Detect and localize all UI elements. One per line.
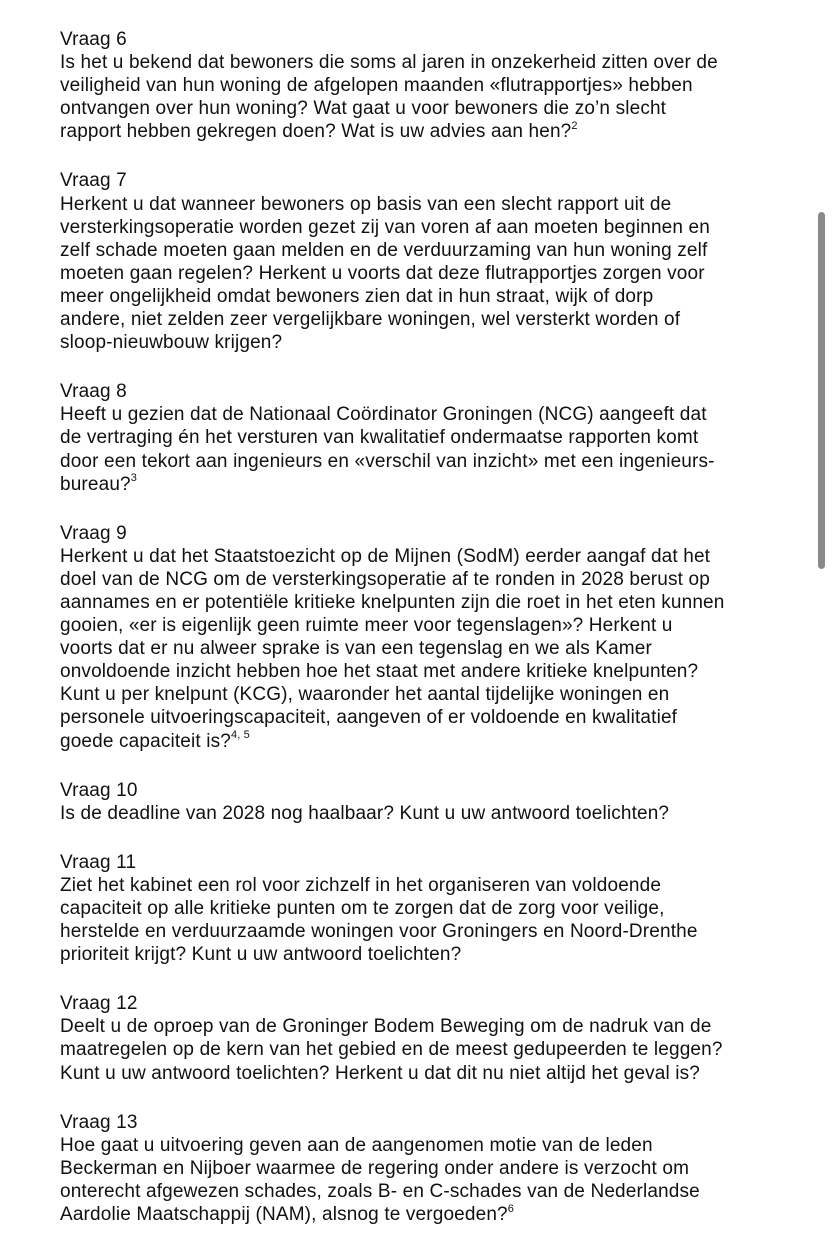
footnote-marker[interactable]: 2	[571, 120, 578, 133]
question-text-line: Beckerman en Nijboer waarmee de regering onder andere is verzocht om	[60, 1157, 690, 1179]
question-text-line: door een tekort aan ingenieurs en «verschil van inzicht» met een ingenieurs-	[60, 450, 715, 472]
question-title: Vraag 9	[60, 522, 127, 544]
question-text-line: meer ongelijkheid omdat bewoners zien dat in hun straat, wijk of dorp	[60, 285, 654, 307]
question-text: rapport hebben gekregen doen? Wat is uw advies aan hen?	[60, 121, 572, 143]
question-11	[60, 851, 820, 966]
question-text-line: moeten gaan regelen? Herkent u voorts dat deze flutrapportjes zorgen voor	[60, 262, 705, 284]
question-text-line: andere, niet zelden zeer vergelijkbare woningen, wel versterkt worden of	[60, 309, 681, 331]
question-8	[60, 380, 820, 495]
question-text-line: Herkent u dat het Staatstoezicht op de Mijnen (SodM) eerder aangaf dat het	[60, 545, 711, 567]
question-text-line: voorts dat er nu alweer sprake is van een tegenslag en we als Kamer	[60, 638, 652, 660]
question-text-line: veiligheid van hun woning de afgelopen maanden «flutrapportjes» hebben	[60, 75, 693, 97]
question-text-line: prioriteit krijgt? Kunt u uw antwoord toelichten?	[60, 944, 462, 966]
question-13	[60, 1111, 820, 1226]
question-text-line: Ziet het kabinet een rol voor zichzelf in het organiseren van voldoende	[60, 874, 662, 896]
question-text-line: gooien, «er is eigenlijk geen ruimte meer voor tegenslagen»? Herkent u	[60, 615, 673, 637]
question-text-line	[60, 730, 820, 753]
question-text-line: Kunt u per knelpunt (KCG), waaronder het aantal tijdelijke woningen en	[60, 684, 670, 706]
question-text-line: ontvangen over hun woning? Wat gaat u voor bewoners die zo’n slecht	[60, 98, 667, 120]
footnote-marker[interactable]: 4, 5	[230, 729, 250, 742]
question-text-line: Kunt u uw antwoord toelichten? Herkent u dat dit nu niet altijd het geval is?	[60, 1062, 700, 1084]
question-text-line: Deelt u de oproep van de Groninger Bodem Beweging om de nadruk van de	[60, 1016, 712, 1038]
question-text-line: personele uitvoeringscapaciteit, aangeven of er voldoende en kwalitatief	[60, 707, 678, 729]
question-9	[60, 522, 820, 753]
question-text-line	[60, 120, 820, 143]
question-text-line	[60, 1203, 820, 1226]
question-title: Vraag 12	[60, 993, 138, 1015]
question-title: Vraag 6	[60, 29, 127, 50]
question-text-line: Is het u bekend dat bewoners die soms al jaren in onzekerheid zitten over de	[60, 52, 718, 74]
question-6	[60, 28, 820, 143]
question-text-line: herstelde en verduurzaamde woningen voor Groningers en Noord-Drenthe	[60, 921, 698, 943]
question-title: Vraag 10	[60, 779, 138, 801]
question-text: bureau?	[60, 473, 131, 495]
question-text-line: Hoe gaat u uitvoering geven aan de aangenomen motie van de leden	[60, 1134, 653, 1156]
question-text-line: zelf schade moeten gaan melden en de verduurzaming van hun woning zelf	[60, 239, 708, 261]
question-text-line: Heeft u gezien dat de Nationaal Coördinator Groningen (NCG) aangeeft dat	[60, 404, 707, 426]
question-title: Vraag 8	[60, 381, 127, 403]
question-text-line: aannames en er potentiële kritieke knelpunten zijn die roet in het eten kunnen	[60, 591, 725, 613]
question-text-line: versterkingsoperatie worden gezet zij van voren af aan moeten beginnen en	[60, 216, 710, 238]
vertical-scrollbar-thumb[interactable]	[818, 212, 825, 569]
question-text-line: onterecht afgewezen schades, zoals B- en C-schades van de Nederlandse	[60, 1180, 700, 1202]
question-text-line: doel van de NCG om de versterkingsoperatie af te ronden in 2028 berust op	[60, 568, 710, 590]
question-title: Vraag 11	[60, 851, 137, 873]
question-text-line: onvoldoende inzicht hebben hoe het staat met andere kritieke knelpunten?	[60, 661, 699, 683]
question-text: goede capaciteit is?	[60, 730, 231, 752]
question-title: Vraag 13	[60, 1111, 138, 1133]
question-text-line: capaciteit op alle kritieke punten om te zorgen dat de zorg voor veilige,	[60, 898, 665, 919]
question-text-line: Is de deadline van 2028 nog haalbaar? Kunt u uw antwoord toelichten?	[60, 802, 670, 824]
question-text: Aardolie Maatschappij (NAM), alsnog te vergoeden?	[60, 1204, 508, 1226]
question-text-line: maatregelen op de kern van het gebied en de meest gedupeerden te leggen?	[60, 1039, 723, 1061]
question-text-line: de vertraging én het versturen van kwalitatief ondermaatse rapporten komt	[60, 427, 699, 449]
question-12	[60, 992, 820, 1084]
question-text-line: sloop-nieuwbouw krijgen?	[60, 332, 283, 354]
question-10	[60, 779, 820, 825]
question-text-line	[60, 473, 820, 496]
question-7	[60, 169, 820, 354]
question-title: Vraag 7	[60, 170, 127, 192]
footnote-marker[interactable]: 6	[507, 1202, 515, 1215]
footnote-marker[interactable]: 3	[130, 472, 138, 485]
question-text-line: Herkent u dat wanneer bewoners op basis van een slecht rapport uit de	[60, 193, 672, 215]
document-page	[60, 28, 820, 1252]
